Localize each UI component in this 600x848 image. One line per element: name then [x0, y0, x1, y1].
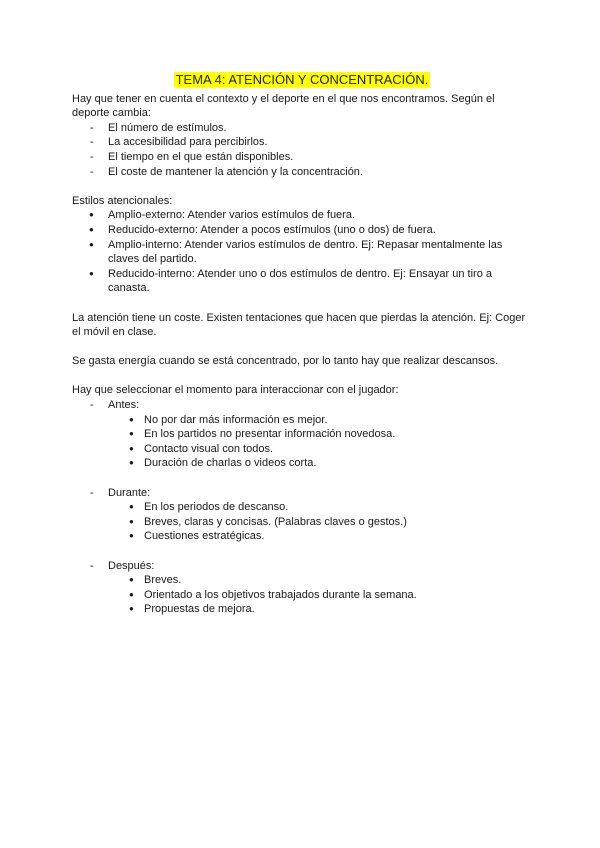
moment-heading: Hay que seleccionar el momento para interaccionar con el jugador:	[72, 384, 399, 397]
list-item: - La accesibilidad para percibirlos.	[72, 135, 532, 150]
styles-list	[72, 208, 532, 296]
list-item: ● Breves.	[72, 573, 532, 588]
list-item: ● Amplio-interno: Atender varios estímulos de dentro. Ej: Repasar mentalmente las claves del partido.	[72, 238, 532, 267]
phase-despues-list	[72, 573, 532, 617]
list-item: ● No por dar más información es mejor.	[72, 413, 532, 428]
list-item: - El tiempo en el que están disponibles.	[72, 150, 532, 165]
list-item: ● En los partidos no presentar información novedosa.	[72, 427, 532, 442]
list-item: ● Amplio-externo: Atender varios estímulos de fuera.	[72, 208, 532, 223]
styles-heading: Estilos atencionales:	[72, 194, 173, 207]
page-title: TEMA 4: ATENCIÓN Y CONCENTRACIÓN.	[175, 72, 429, 87]
phase-label: - Durante:	[72, 486, 532, 501]
phase-despues	[72, 559, 532, 617]
list-item: ● En los periodos de descanso.	[72, 500, 532, 515]
list-item: ● Reducido-externo: Atender a pocos estímulos (uno o dos) de fuera.	[72, 223, 532, 238]
phase-durante-list	[72, 500, 532, 544]
list-item: ● Reducido-interno: Atender uno o dos estímulos de dentro. Ej: Ensayar un tiro a canasta.	[72, 267, 532, 296]
list-item: ● Breves, claras y concisas. (Palabras claves o gestos.)	[72, 515, 532, 530]
phase-label: - Después:	[72, 559, 532, 574]
phase-durante	[72, 486, 532, 544]
list-item: ● Cuestiones estratégicas.	[72, 529, 532, 544]
title-block	[72, 72, 532, 89]
list-item: ● Orientado a los objetivos trabajados durante la semana.	[72, 588, 532, 603]
list-item: - El coste de mantener la atención y la concentración.	[72, 165, 532, 180]
list-item: - El número de estímulos.	[72, 121, 532, 136]
list-item: ● Propuestas de mejora.	[72, 602, 532, 617]
phase-antes-list	[72, 413, 532, 471]
factors-list	[72, 121, 532, 179]
list-item: ● Duración de charlas o videos corta.	[72, 456, 532, 471]
energy-paragraph: Se gasta energía cuando se está concentrado, por lo tanto hay que realizar descansos.	[72, 355, 499, 368]
phase-antes	[72, 398, 532, 471]
intro-paragraph: Hay que tener en cuenta el contexto y el deporte en el que nos encontramos. Según el deporte cambia:	[72, 92, 495, 120]
cost-paragraph: La atención tiene un coste. Existen tentaciones que hacen que pierdas la atención. Ej: Coger el móvil en clase.	[72, 311, 526, 339]
phase-label: - Antes:	[72, 398, 532, 413]
list-item: ● Contacto visual con todos.	[72, 442, 532, 457]
document-content	[72, 72, 532, 617]
